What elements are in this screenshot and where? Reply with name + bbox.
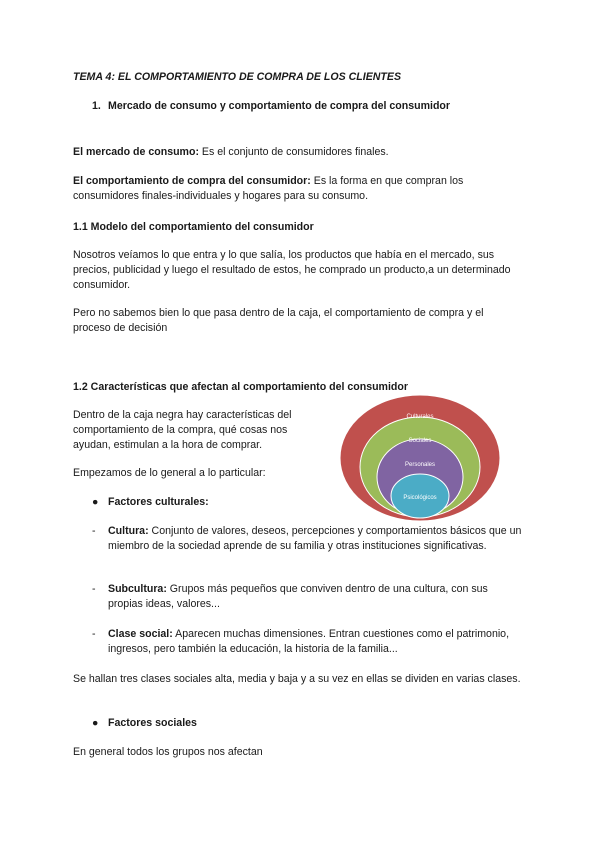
document-title: TEMA 4: EL COMPORTAMIENTO DE COMPRA DE LOS CLIENTES: [73, 71, 402, 83]
section-heading-1-2: 1.2 Características que afectan al comportamiento del consumidor: [73, 381, 408, 393]
definition-purchase-behavior: [73, 174, 523, 204]
list-item: [92, 582, 522, 612]
diagram-label-sociales: Sociales: [408, 438, 432, 444]
list-term: Clase social:: [108, 628, 173, 640]
section-heading-1: [92, 99, 450, 114]
nested-factors-diagram: [340, 392, 504, 522]
bullet-symbol: ●: [92, 496, 99, 508]
diagram-label-personales: Personales: [404, 462, 436, 468]
bullet-symbol: ●: [92, 717, 99, 729]
list-text: Aparecen muchas dimensiones. Entran cuestiones como el patrimonio, ingresos, pero también la educación, la historia de la familia...: [108, 628, 510, 655]
definition-consumer-market: [73, 145, 523, 160]
list-item: [92, 627, 522, 657]
section-heading-1-1: 1.1 Modelo del comportamiento del consumidor: [73, 221, 314, 233]
dash-symbol: -: [92, 628, 96, 640]
diagram-label-culturales: Culturales: [406, 414, 434, 420]
dash-symbol: -: [92, 525, 96, 537]
section-number: 1.: [92, 100, 101, 112]
list-term: Cultura:: [108, 525, 149, 537]
definition-term: El mercado de consumo:: [73, 146, 199, 158]
paragraph: Pero no sabemos bien lo que pasa dentro de la caja, el comportamiento de compra y el proceso de decisión: [73, 307, 484, 334]
bullet-text: Factores culturales:: [108, 496, 209, 508]
bullet-item: [92, 716, 197, 731]
paragraph: Nosotros veíamos lo que entra y lo que salía, los productos que había en el mercado, sus precios, publicidad y luego el resultado de estos, he comprado un producto,a un determinado consumidor.: [73, 249, 511, 291]
paragraph: Empezamos de lo general a lo particular:: [73, 467, 266, 479]
section-heading-text: Mercado de consumo y comportamiento de compra del consumidor: [108, 100, 451, 112]
list-item: [92, 524, 522, 554]
paragraph: En general todos los grupos nos afectan: [73, 746, 263, 758]
definition-text: Es la forma en que compran los consumidores finales-individuales y hogares para su consumo.: [73, 175, 464, 202]
list-text: Conjunto de valores, deseos, percepciones y comportamientos básicos que un miembro de la sociedad aprende de su familia y otras instituciones significativas.: [108, 525, 522, 552]
diagram-label-psicologicos: Psicológicos: [403, 495, 437, 501]
paragraph: Dentro de la caja negra hay características del comportamiento de la compra, qué cosas nos ayudan, estimulan a la hora de comprar.: [73, 409, 292, 451]
bullet-text: Factores sociales: [108, 717, 197, 729]
list-term: Subcultura:: [108, 583, 167, 595]
definition-term: El comportamiento de compra del consumidor:: [73, 175, 311, 187]
definition-text: Es el conjunto de consumidores finales.: [198, 146, 389, 158]
bullet-item: [92, 495, 209, 510]
list-text: Grupos más pequeños que conviven dentro de una cultura, con sus propias ideas, valores...: [108, 583, 488, 610]
paragraph: Se hallan tres clases sociales alta, media y baja y a su vez en ellas se dividen en varias clases.: [73, 673, 521, 685]
dash-symbol: -: [92, 583, 96, 595]
